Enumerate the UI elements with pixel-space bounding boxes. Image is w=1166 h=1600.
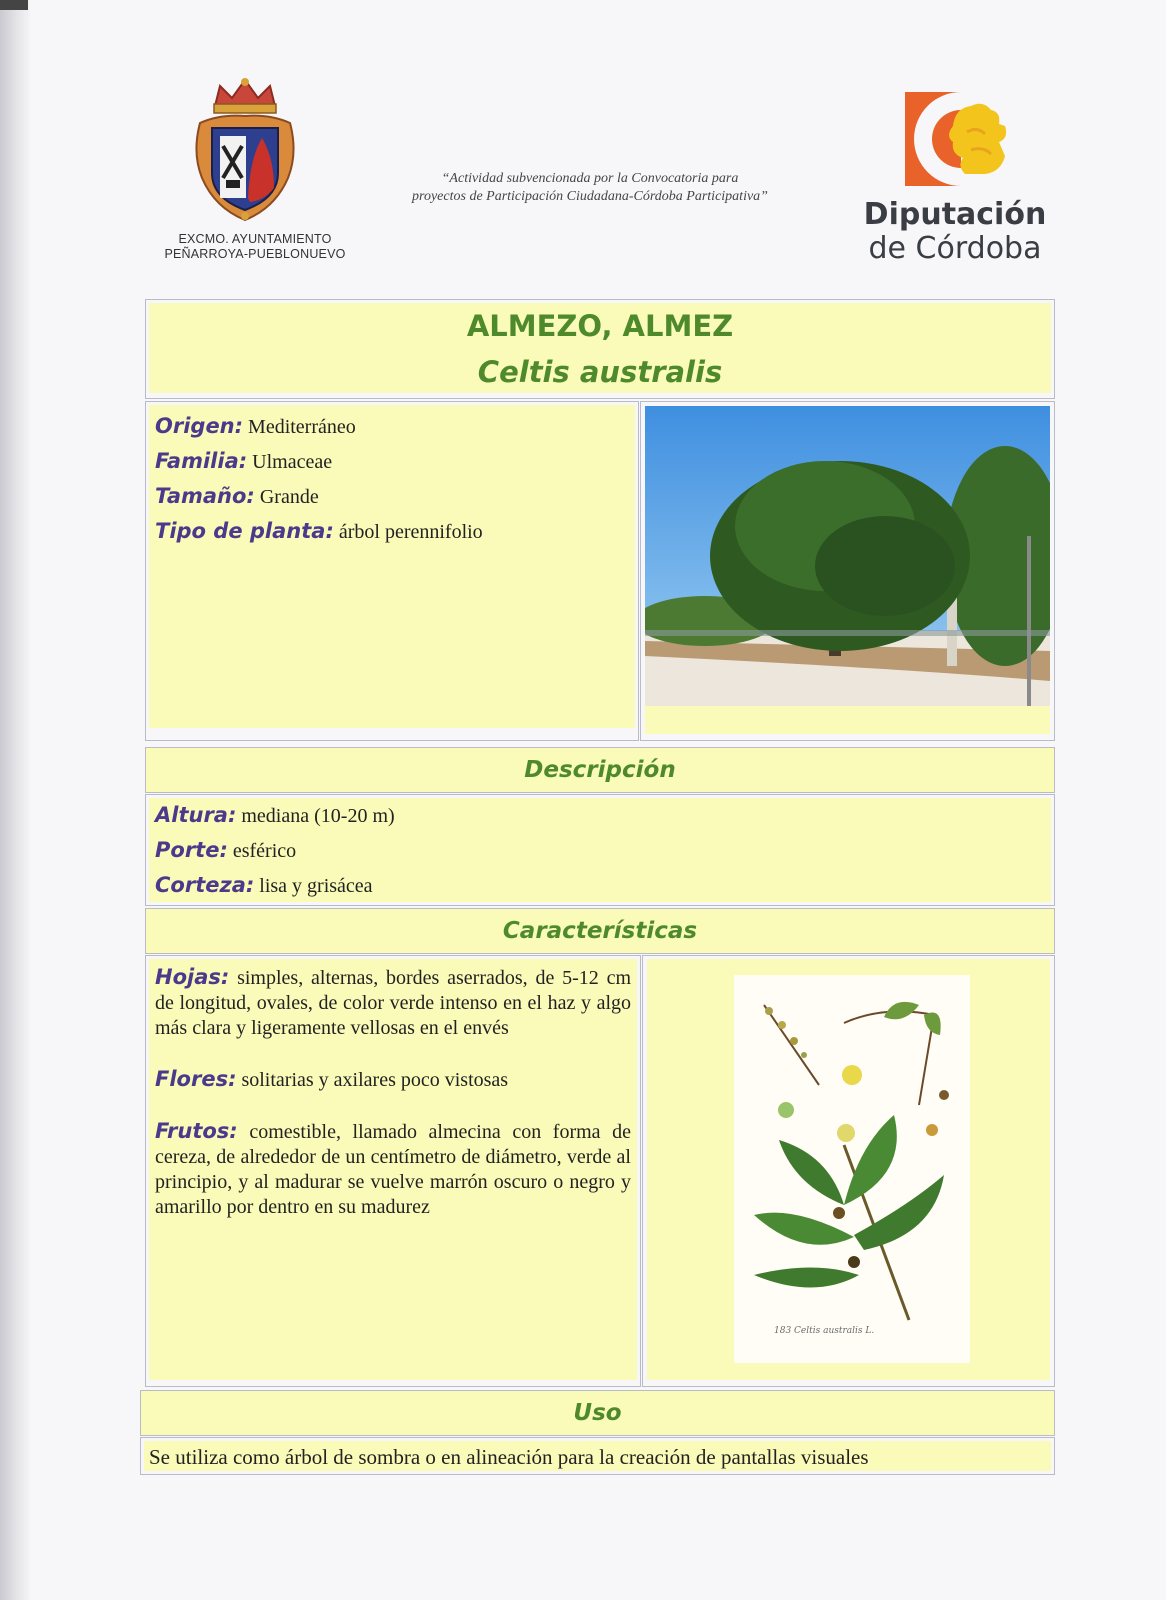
illustration-cell [642,955,1055,1387]
botanical-plate [734,975,970,1363]
caracteristicas-flores [155,1067,631,1093]
diputacion-line-1: Diputación [863,197,1047,232]
info-value: Ulmaceae [252,451,333,473]
descripcion-porte [155,833,1051,868]
uso-cell [140,1437,1055,1475]
caracteristicas-value: simples, alternas, bordes aserrados, de 5-12 cm de longitud, ovales, de color verde intenso en el haz y algo más clara y ligeramente vellosas en el envés [155,967,632,1039]
tree-photo-cell [640,401,1055,741]
illustration-caption: 183 Celtis australis L. [774,1326,875,1336]
descripcion-label: Corteza: [155,873,255,897]
info-label: Tipo de planta: [155,519,334,543]
descripcion-corteza [155,868,1051,903]
caracteristicas-cell [145,955,641,1387]
common-name: ALMEZO, ALMEZ [466,309,734,343]
diputacion-line-2: de Córdoba [868,231,1042,266]
subsidy-note [370,170,810,206]
botanical-illustration [734,975,970,1363]
caracteristicas-label: Flores: [155,1067,237,1091]
info-label: Familia: [155,449,248,473]
descripcion-cell [145,794,1055,906]
descripcion-label: Altura: [155,803,237,827]
uso-heading: Uso [140,1390,1055,1436]
subsidy-note-line-1: “Actividad subvencionada por la Convocatoria para [441,171,739,186]
ayuntamiento-line-1: EXCMO. AYUNTAMIENTO [178,232,332,246]
species-info-cell [145,401,639,741]
ayuntamiento-line-2: PEÑARROYA-PUEBLONUEVO [164,247,346,261]
diputacion-lion-logo [905,92,1015,192]
info-value: Grande [259,486,319,508]
descripcion-value: lisa y grisácea [259,875,373,897]
caracteristicas-value: solitarias y axilares poco vistosas [241,1069,509,1091]
subsidy-note-line-2: proyectos de Participación Ciudadana-Córdoba Participativa” [412,189,768,204]
descripcion-label: Porte: [155,838,228,862]
info-value: árbol perennifolio [338,521,483,543]
info-tamano [155,479,635,514]
info-tipo-planta [155,514,635,549]
municipal-crest-logo [190,78,300,228]
ayuntamiento-name [150,232,360,262]
caracteristicas-label: Hojas: [155,965,230,989]
descripcion-value: esférico [232,840,297,862]
descripcion-heading: Descripción [145,747,1055,793]
caracteristicas-label: Frutos: [155,1119,238,1143]
tree-photo [645,406,1050,706]
diputacion-name [840,198,1070,266]
species-title-cell [145,299,1055,399]
info-origen [155,409,635,444]
caracteristicas-hojas [155,965,631,1041]
scientific-name: Celtis australis [477,355,723,389]
info-familia [155,444,635,479]
caracteristicas-heading: Características [145,908,1055,954]
caracteristicas-value: comestible, llamado almecina con forma de cereza, de alrededor de un centímetro de diámetro, verde al principio, y al madurar se vuelve marrón oscuro o negro y amarillo por dentro en su madurez [155,1121,632,1218]
info-label: Origen: [155,414,244,438]
info-value: Mediterráneo [248,416,356,438]
uso-text: Se utiliza como árbol de sombra o en alineación para la creación de pantallas visuales [149,1445,869,1469]
scan-edge-shadow [0,0,30,1600]
descripcion-value: mediana (10-20 m) [241,805,395,827]
descripcion-altura [155,798,1051,833]
info-label: Tamaño: [155,484,255,508]
caracteristicas-frutos [155,1119,631,1220]
